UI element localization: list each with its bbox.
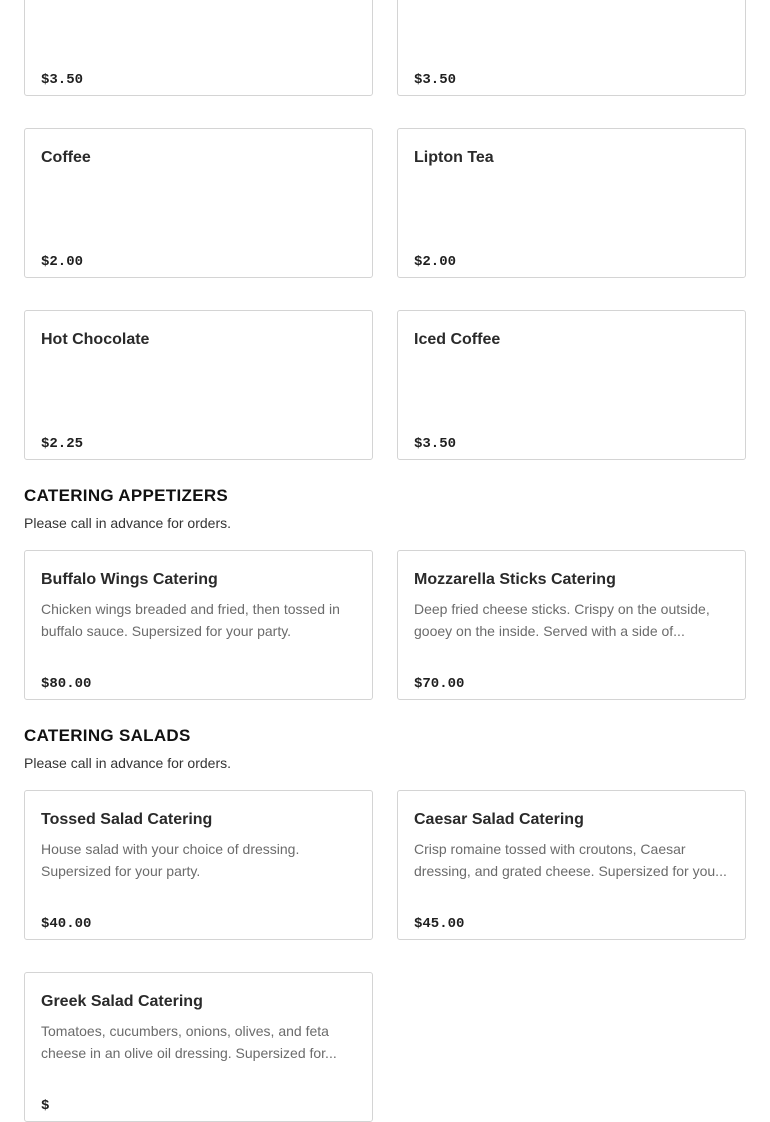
menu-item-card[interactable] <box>397 128 746 278</box>
menu-item-card[interactable] <box>24 790 373 940</box>
menu-item-price: $45.00 <box>414 916 465 932</box>
menu-item-description: Deep fried cheese sticks. Crispy on the outside, gooey on the inside. Served with a side of... <box>414 601 710 639</box>
menu-item-name: Hot Chocolate <box>41 331 150 348</box>
menu-item-name: Buffalo Wings Catering <box>41 571 218 588</box>
menu-item-card[interactable] <box>24 0 373 96</box>
menu-item-price: $3.50 <box>414 72 457 88</box>
catering-salads-grid <box>24 790 746 1122</box>
menu-item-card[interactable] <box>397 310 746 460</box>
menu-item-price: $2.00 <box>41 254 84 270</box>
menu-item-name: Tossed Salad Catering <box>41 811 213 828</box>
menu-item-price: $3.50 <box>414 436 457 452</box>
menu-item-card[interactable] <box>24 128 373 278</box>
menu-item-price: $40.00 <box>41 916 92 932</box>
catering-appetizers-grid <box>24 550 746 700</box>
section-note: Please call in advance for orders. <box>24 755 231 771</box>
menu-item-description: Crisp romaine tossed with croutons, Caesar dressing, and grated cheese. Supersized for you... <box>414 841 727 879</box>
menu-item-price: $2.25 <box>41 436 84 452</box>
menu-item-card[interactable] <box>397 550 746 700</box>
menu-item-description: Chicken wings breaded and fried, then tossed in buffalo sauce. Supersized for your party. <box>41 601 340 639</box>
menu-item-name: Lipton Tea <box>414 149 494 166</box>
menu-item-name: Iced Coffee <box>414 331 501 348</box>
section-title-catering-salads: CATERING SALADS <box>24 726 191 745</box>
drinks-grid <box>24 0 746 460</box>
menu-item-card[interactable] <box>24 310 373 460</box>
menu-item-description: Tomatoes, cucumbers, onions, olives, and feta cheese in an olive oil dressing. Supersized for... <box>41 1023 337 1061</box>
menu-item-name: Caesar Salad Catering <box>414 811 584 828</box>
section-title-catering-appetizers: CATERING APPETIZERS <box>24 486 229 505</box>
menu-item-card[interactable] <box>397 0 746 96</box>
menu-item-name: Greek Salad Catering <box>41 993 203 1010</box>
menu-item-name: Coffee <box>41 149 91 166</box>
menu-item-price: $2.00 <box>414 254 457 270</box>
menu-item-price: $80.00 <box>41 676 92 692</box>
section-note: Please call in advance for orders. <box>24 515 231 531</box>
menu-item-card[interactable] <box>397 790 746 940</box>
menu-item-card[interactable] <box>24 972 373 1122</box>
menu-item-description: House salad with your choice of dressing. Supersized for your party. <box>41 841 300 879</box>
menu-item-card[interactable] <box>24 550 373 700</box>
menu-item-name: Mozzarella Sticks Catering <box>414 571 616 588</box>
menu-item-price: $70.00 <box>414 676 465 692</box>
menu-item-price: $ <box>41 1098 50 1114</box>
menu-item-price: $3.50 <box>41 72 84 88</box>
